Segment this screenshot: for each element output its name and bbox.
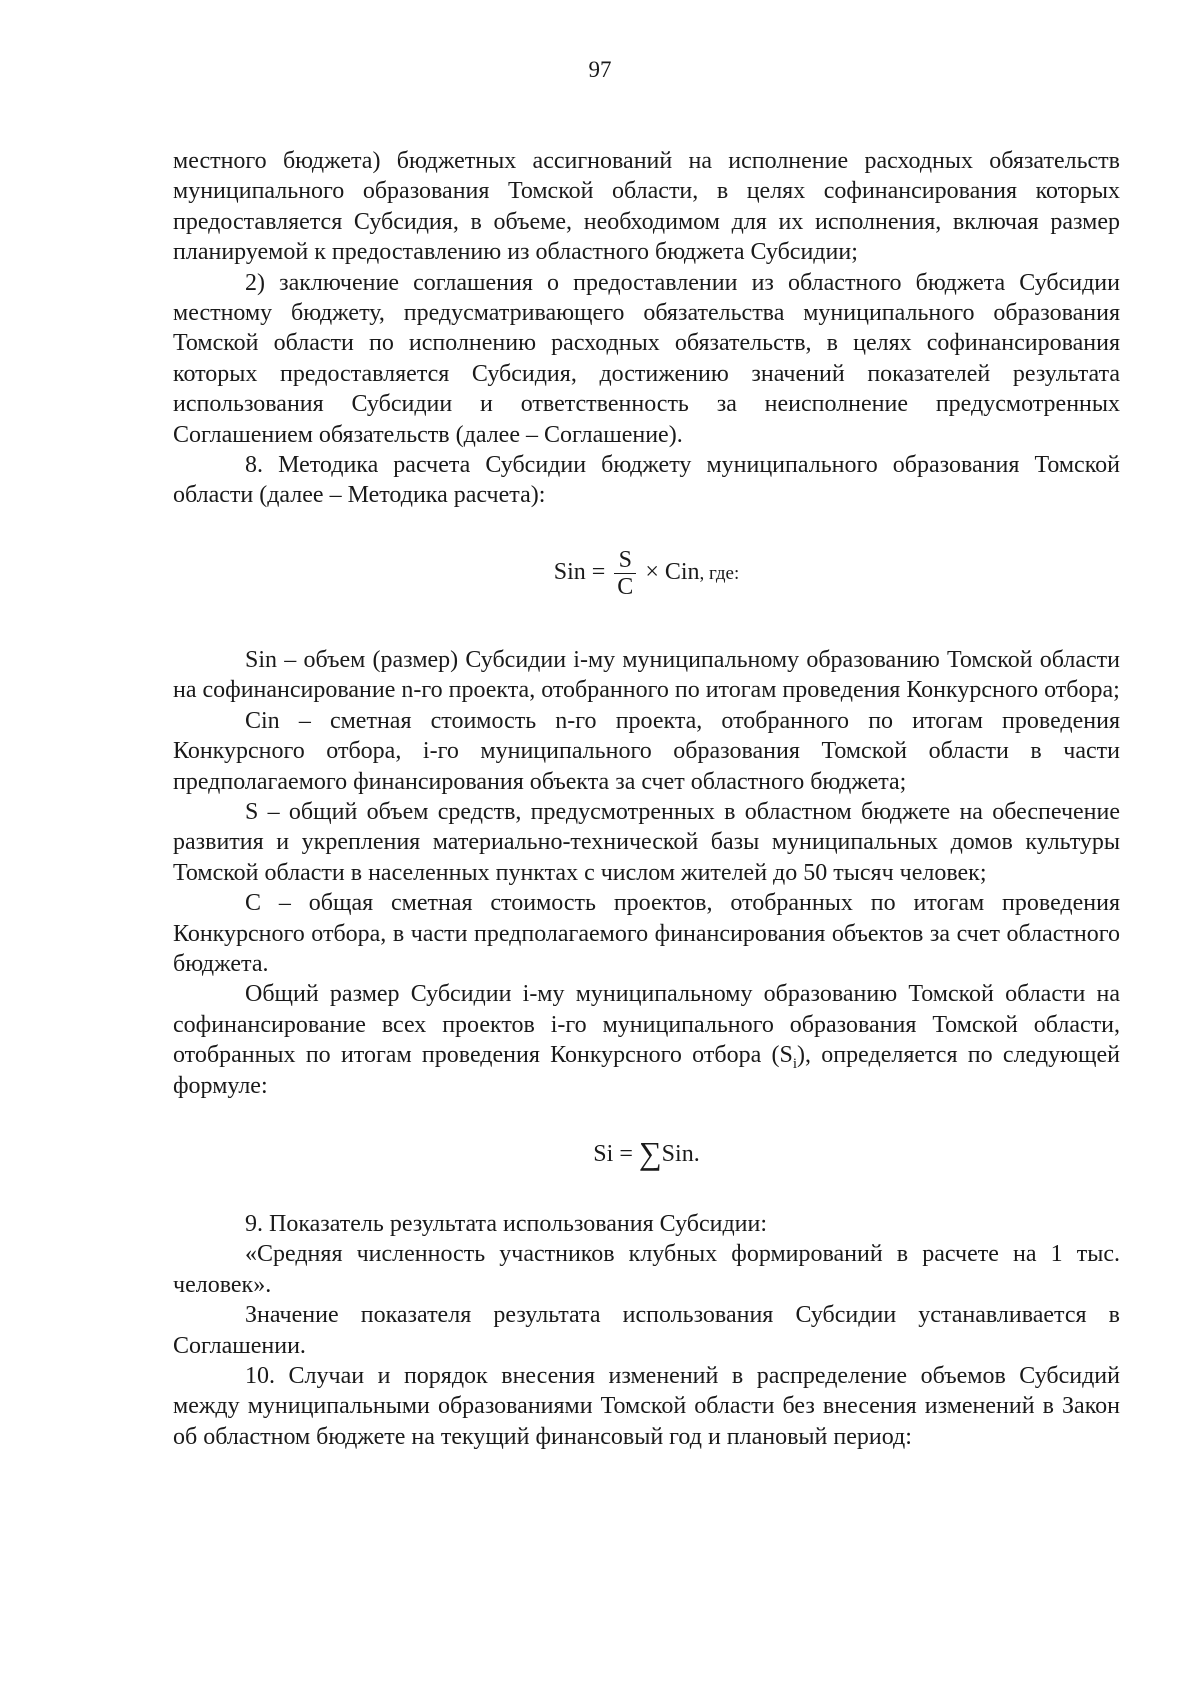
fraction-denominator: C: [617, 573, 634, 600]
paragraph-item-8: 8. Методика расчета Субсидии бюджету муниципального образования Томской области (далее – Методика расчета):: [173, 452, 1120, 509]
paragraph-indicator: «Средняя численность участников клубных формирований в расчете на 1 тыс. человек».: [173, 1241, 1120, 1298]
definition-s: S – общий объем средств, предусмотренных в областном бюджете на обеспечение развития и укрепления материально-технической базы муниципальных домов культуры Томской области в населенных пунктах с числом жителей до 50 тысяч человек;: [173, 798, 1120, 886]
formula-fraction: [614, 547, 636, 600]
paragraph-indicator-value: Значение показателя результата использования Субсидии устанавливается в Соглашении.: [173, 1302, 1120, 1359]
paragraph-continuation: местного бюджета) бюджетных ассигнований на исполнение расходных обязательств муниципального образования Томской области, в целях софинансирования которых предоставляется Субсидия, в объеме, необходимом для их исполнения, включая размер планируемой к предоставлению из областного бюджета Субсидии;: [173, 148, 1120, 266]
definition-cin: Cin – сметная стоимость n-го проекта, отобранного по итогам проведения Конкурсного отбора, i-го муниципального образования Томской области в части предполагаемого финансирования объекта за счет областного бюджета;: [173, 707, 1120, 795]
formula-sin-suffix: , где:: [699, 562, 740, 584]
formula-sin-rhs: × Cin: [645, 558, 700, 585]
formula-si-lhs: Si =: [593, 1140, 633, 1167]
paragraph-total-subsidy-end: ), определяется по следующей формуле:: [173, 1042, 1120, 1099]
paragraph-total-subsidy: [173, 979, 1120, 1101]
document-body: [173, 146, 1120, 1452]
page-number: 97: [588, 57, 612, 82]
formula-sin: [173, 539, 1120, 605]
sigma-icon: ∑: [638, 1134, 662, 1171]
fraction-numerator: S: [614, 547, 636, 574]
definition-sin: Sin – объем (размер) Субсидии i-му муниципальному образованию Томской области на софинансирование n-го проекта, отобранного по итогам проведения Конкурсного отбора;: [173, 646, 1120, 704]
paragraph-item-9: 9. Показатель результата использования Субсидии:: [245, 1210, 768, 1237]
formula-si-rhs: Sin.: [661, 1140, 700, 1167]
subscript-i: i: [792, 1055, 798, 1072]
paragraph-item-10: 10. Случаи и порядок внесения изменений в распределение объемов Субсидий между муниципальными образованиями Томской области без внесения изменений в Закон об областном бюджете на текущий финансовый год и плановый период:: [173, 1363, 1120, 1450]
formula-si: [173, 1125, 1120, 1181]
definition-c: C – общая сметная стоимость проектов, отобранных по итогам проведения Конкурсного отбора, в части предполагаемого финансирования объектов за счет областного бюджета.: [173, 890, 1120, 977]
paragraph-item-2: 2) заключение соглашения о предоставлении из областного бюджета Субсидии местному бюджету, предусматривающего обязательства муниципального образования Томской области по исполнению расходных обязательств, в целях софинансирования которых предоставляется Субсидия, достижению значений показателей результата использования Субсидии и ответственность за неисполнение предусмотренных Соглашением обязательств (далее – Соглашение).: [173, 269, 1120, 448]
formula-sin-lhs: Sin =: [553, 558, 606, 585]
paragraph-total-subsidy-text: Общий размер Субсидии i-му муниципальному образованию Томской области на софинансирование всех проектов i-го муниципального образования Томской области, отобранных по итогам проведения Конкурсного отбора (S: [173, 981, 1120, 1069]
